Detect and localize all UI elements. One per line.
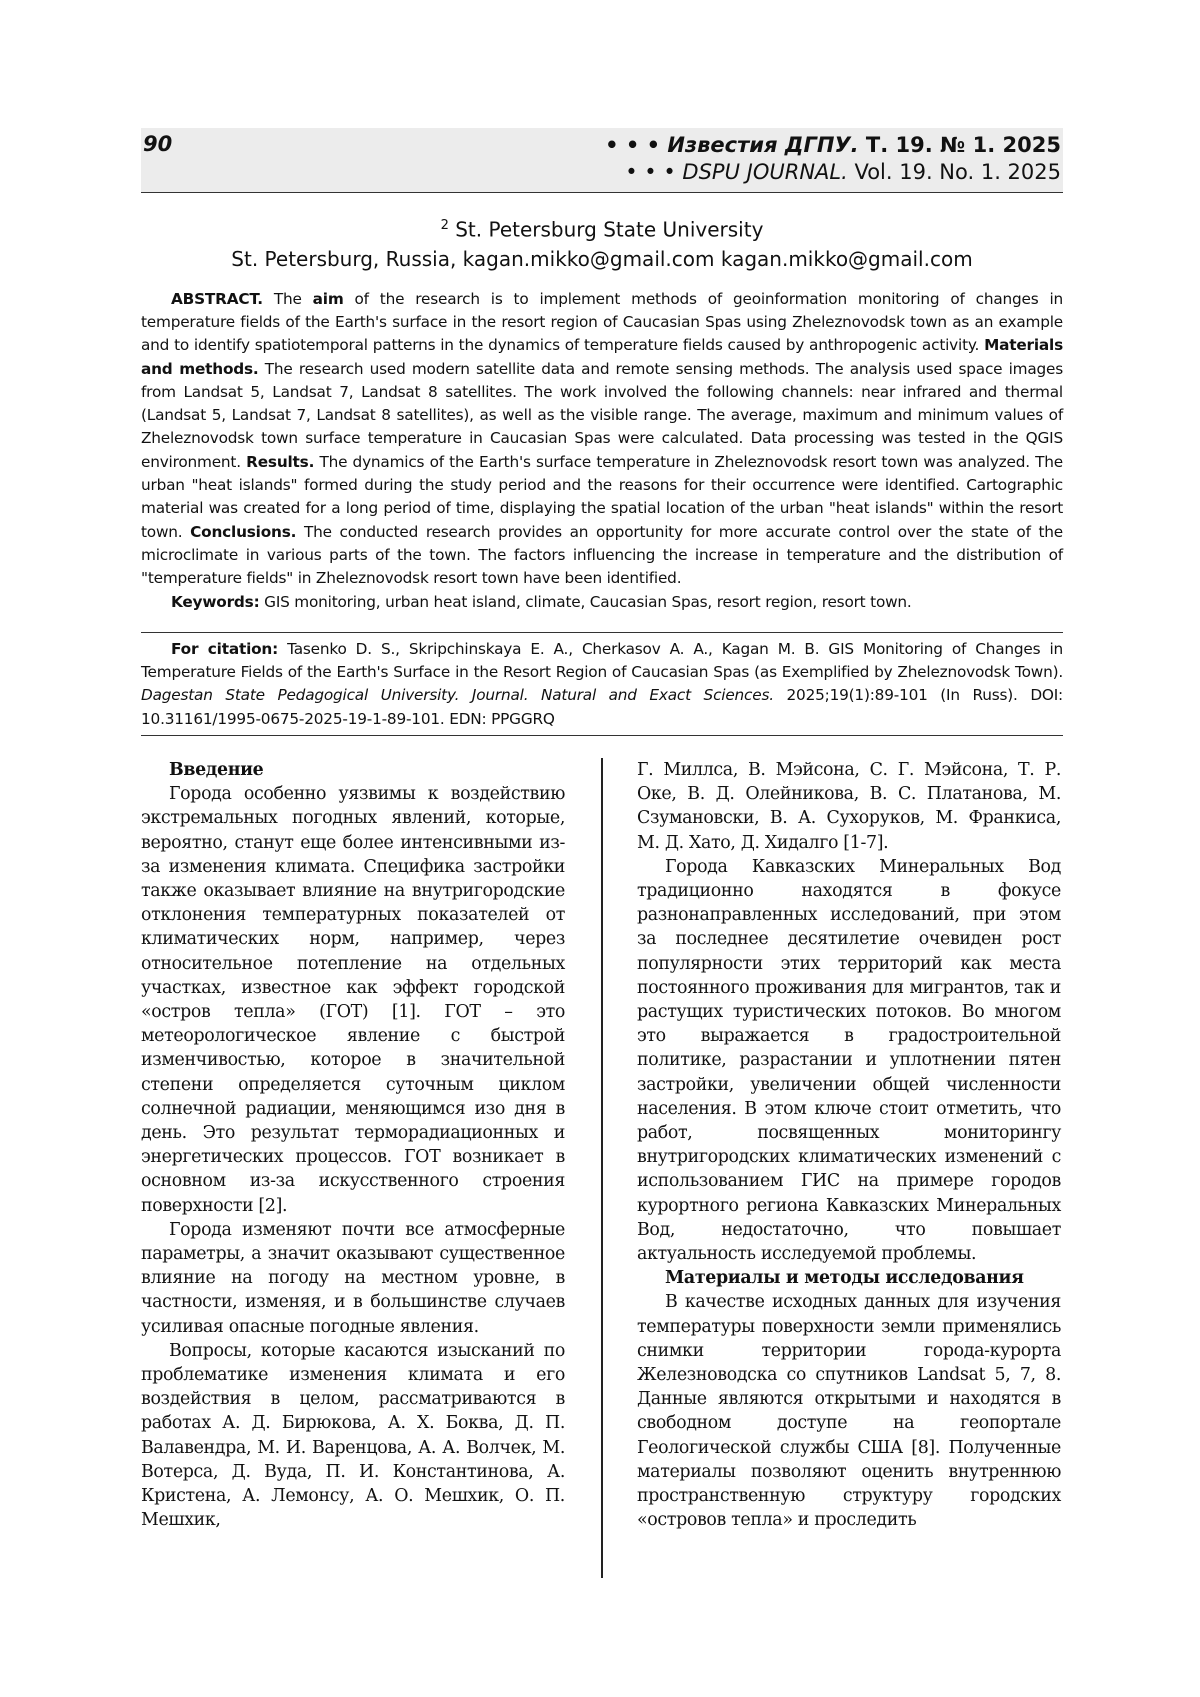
citation-box <box>141 632 1063 736</box>
column-divider <box>601 758 603 1578</box>
results-label: Results. <box>246 453 314 471</box>
methods-label: Materials and methods. <box>141 336 1063 377</box>
paragraph: Города Кавказских Минеральных Вод традиционно находятся в фокусе разнонаправленных исследований, при этом за последнее десятилетие очевиден рост популярности этих территорий как места постоянного проживания для мигрантов, так и растущих туристических потоков. Во многом это выражается в градостроительной политике, разрастании и уплотнении пятен застройки, увеличении общей численности населения. В этом ключе стоит отметить, что работ, посвященных мониторингу внутригородских климатических изменений с использованием ГИС на примере городов курортного региона Кавказских Минеральных Вод, недостаточно, что повышает актуальность исследуемой проблемы. <box>637 855 1061 1266</box>
affiliation-line-1 <box>141 211 1063 245</box>
paragraph: Вопросы, которые касаются изысканий по проблематике изменения климата и его воздействия в целом, рассматриваются в работах А. Д. Бирюкова, А. Х. Боква, Д. П. Валавендра, М. И. Варенцова, А. А. Волчек, М. Вотерса, Д. Вуда, П. И. Константинова, А. Кристена, А. Лемонсу, А. О. Мешхик, О. П. Мешхик, <box>141 1339 565 1533</box>
abstract-text <box>141 288 1063 591</box>
journal-issue-en: Vol. 19. No. 1. 2025 <box>848 160 1061 184</box>
citation-segment: 2025;19(1):89-101 (In Russ). DOI: 10.31161/1995-0675-2025-19-1-89-101. EDN: PPGGRQ <box>141 686 1063 727</box>
abstract-segment: of the research is to implement methods of geoinformation monitoring of changes in temperature fields of the Earth's surface in the resort region of Caucasian Spas using Zheleznovodsk town as an example and to identify spatiotemporal patterns in the dynamics of temperature fields caused by anthropogenic activity. <box>141 290 1063 355</box>
keywords <box>141 591 1063 614</box>
section-heading-materials-methods: Материалы и методы исследования <box>637 1266 1061 1290</box>
abstract-segment: The research used modern satellite data and remote sensing methods. The analysis used space images from Landsat 5, Landsat 7, Landsat 8 satellites. The work involved the following channels: near infrared and thermal (Landsat 5, Landsat 7, Landsat 8 satellites), as well as the visible range. The average, maximum and minimum values of Zheleznovodsk town surface temperature in Caucasian Spas were calculated. Data processing was tested in the QGIS environment. <box>141 360 1063 471</box>
paragraph: Города особенно уязвимы к воздействию экстремальных погодных явлений, которые, вероятно, станут еще более интенсивными из-за изменения климата. Специфика застройки также оказывает влияние на внутригородские отклонения температурных показателей от климатических норм, например, через относительное потепление на отдельных участках, известное как эффект городской «остров тепла» (ГОТ) [1]. ГОТ – это метеорологическое явление с быстрой изменчивостью, которое в значительной степени определяется суточным циклом солнечной радиации, меняющимся изо дня в день. Это результат терморадиационных и энергетических процессов. ГОТ возникает в основном из-за искусственного строения поверхности [2]. <box>141 782 565 1218</box>
bullets: • • • <box>605 133 667 157</box>
journal-line-en <box>605 159 1061 186</box>
citation-label: For citation: <box>171 640 278 658</box>
abstract-segment: The conducted research provides an opportunity for more accurate control over the state of the microclimate in various parts of the town. The factors influencing the increase in temperature and the distribution of "temperature fields" in Zheleznovodsk resort town have been identified. <box>141 523 1063 588</box>
paragraph: В качестве исходных данных для изучения температуры поверхности земли применялись снимки территории города-курорта Железноводска со спутников Landsat 5, 7, 8. Данные являются открытыми и находятся в свободном доступе на геопортале Геологической службы США [8]. Полученные материалы позволяют оценить внутреннюю пространственную структуру городских «островов тепла» и проследить <box>637 1290 1061 1532</box>
keywords-text: GIS monitoring, urban heat island, climate, Caucasian Spas, resort region, resort town. <box>260 593 912 611</box>
right-column <box>637 758 1061 1533</box>
conclusions-label: Conclusions. <box>190 523 296 541</box>
abstract-segment: The <box>263 290 313 308</box>
affiliation <box>141 211 1063 274</box>
affiliation-name: St. Petersburg State University <box>449 218 764 242</box>
page <box>141 128 1063 1578</box>
citation-segment: Tasenko D. S., Skripchinskaya E. A., Cherkasov A. A., Kagan M. B. GIS Monitoring of Changes in Temperature Fields of the Earth's Surface in the Resort Region of Caucasian Spas (as Exemplified by Zheleznovodsk Town). <box>141 640 1063 681</box>
journal-line-ru <box>605 132 1061 159</box>
abstract <box>141 288 1063 614</box>
abstract-label: ABSTRACT. <box>171 290 263 308</box>
body-columns <box>141 758 1063 1578</box>
running-header <box>141 128 1063 193</box>
journal-name-ru: Известия ДГПУ. <box>667 133 858 157</box>
affiliation-marker: 2 <box>441 218 449 233</box>
journal-issue-ru: Т. 19. № 1. 2025 <box>859 133 1061 157</box>
paragraph: Г. Миллса, В. Мэйсона, С. Г. Мэйсона, Т. Р. Оке, В. Д. Олейникова, В. С. Платанова, М. Сзумановски, В. А. Сухоруков, М. Франкиса, М. Д. Хато, Д. Хидалго [1-7]. <box>637 758 1061 855</box>
abstract-segment: The dynamics of the Earth's surface temperature in Zheleznovodsk resort town was analyzed. The urban "heat islands" formed during the study period and the reasons for their occurrence were identified. Cartographic material was created for a long period of time, displaying the spatial location of the urban "heat islands" within the resort town. <box>141 453 1063 541</box>
left-column <box>141 758 565 1533</box>
journal-info <box>605 132 1061 186</box>
journal-name-en: DSPU JOURNAL. <box>682 160 847 184</box>
page-number: 90 <box>143 132 172 156</box>
citation-text <box>141 638 1063 731</box>
affiliation-line-2: St. Petersburg, Russia, kagan.mikko@gmail.com kagan.mikko@gmail.com <box>141 245 1063 274</box>
keywords-label: Keywords: <box>171 593 260 611</box>
citation-journal: Dagestan State Pedagogical University. Journal. Natural and Exact Sciences. <box>141 686 774 704</box>
section-heading-introduction: Введение <box>141 758 565 782</box>
bullets: • • • <box>625 160 682 184</box>
aim-label: aim <box>313 290 344 308</box>
paragraph: Города изменяют почти все атмосферные параметры, а значит оказывают существенное влияние на погоду на местном уровне, в частности, изменяя, и в большинстве случаев усиливая опасные погодные явления. <box>141 1218 565 1339</box>
